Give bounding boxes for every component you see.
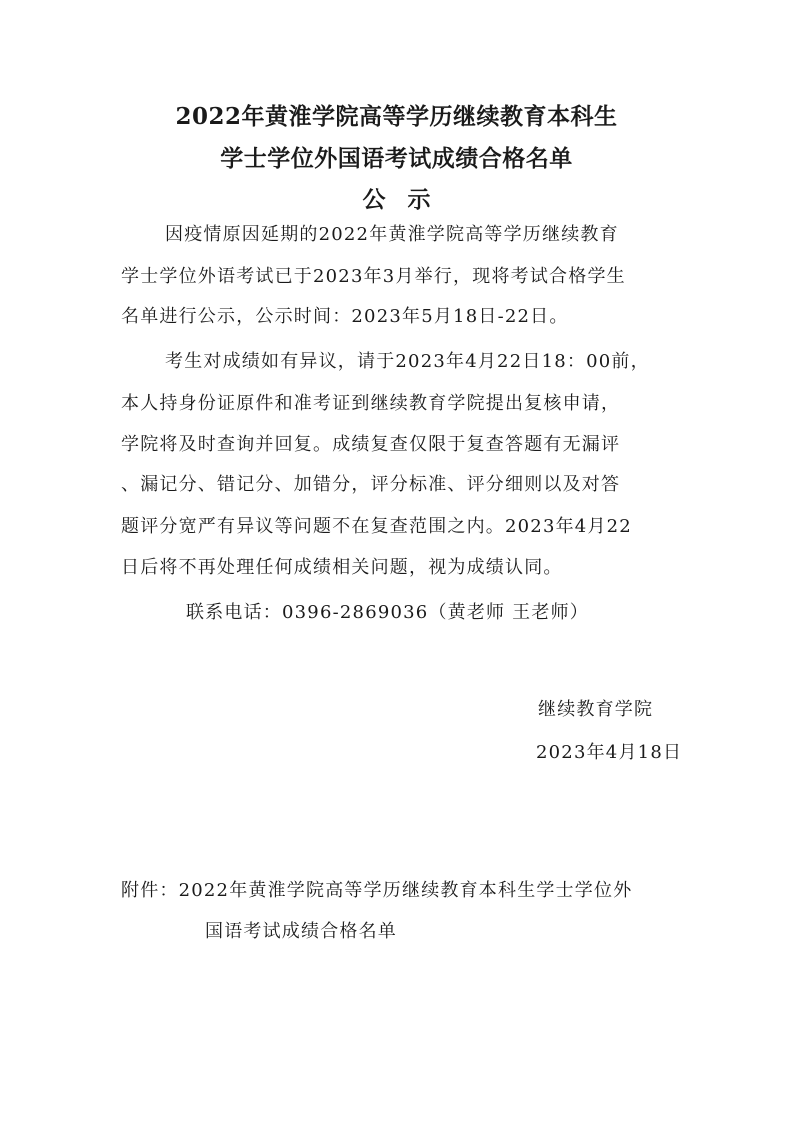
paragraph-2-line-6: 日后将不再处理任何成绩相关问题，视为成绩认同。 [121, 557, 563, 578]
paragraph-2-line-4: 、漏记分、错记分、加错分，评分标准、评分细则以及对答 [121, 474, 621, 495]
document-subtitle: 公示 [362, 186, 453, 213]
paragraph-2-line-1: 考生对成绩如有异议，请于2023年4月22日18：00前， [165, 351, 650, 372]
paragraph-2-line-5: 题评分宽严有异议等问题不在复查范围之内。2023年4月22 [121, 516, 632, 537]
signature-date: 2023年4月18日 [536, 742, 683, 763]
paragraph-1-line-2: 学士学位外语考试已于2023年3月举行，现将考试合格学生 [121, 266, 626, 287]
attachment-line-2: 国语考试成绩合格名单 [205, 921, 397, 942]
signature-organization: 继续教育学院 [538, 699, 654, 720]
paragraph-1-line-3: 名单进行公示，公示时间：2023年5月18日-22日。 [121, 306, 569, 327]
contact-phone: 联系电话：0396-2869036（黄老师 王老师） [186, 602, 589, 623]
paragraph-2-line-2: 本人持身份证原件和准考证到继续教育学院提出复核申请， [121, 393, 621, 414]
paragraph-1-line-1: 因疫情原因延期的2022年黄淮学院高等学历继续教育 [165, 224, 619, 245]
document-title-line-2: 学士学位外国语考试成绩合格名单 [220, 145, 573, 172]
paragraph-2-line-3: 学院将及时查询并回复。成绩复查仅限于复查答题有无漏评 [121, 434, 621, 455]
document-title-line-1: 2022年黄淮学院高等学历继续教育本科生 [175, 103, 618, 130]
attachment-line-1: 附件：2022年黄淮学院高等学历继续教育本科生学士学位外 [121, 880, 633, 901]
